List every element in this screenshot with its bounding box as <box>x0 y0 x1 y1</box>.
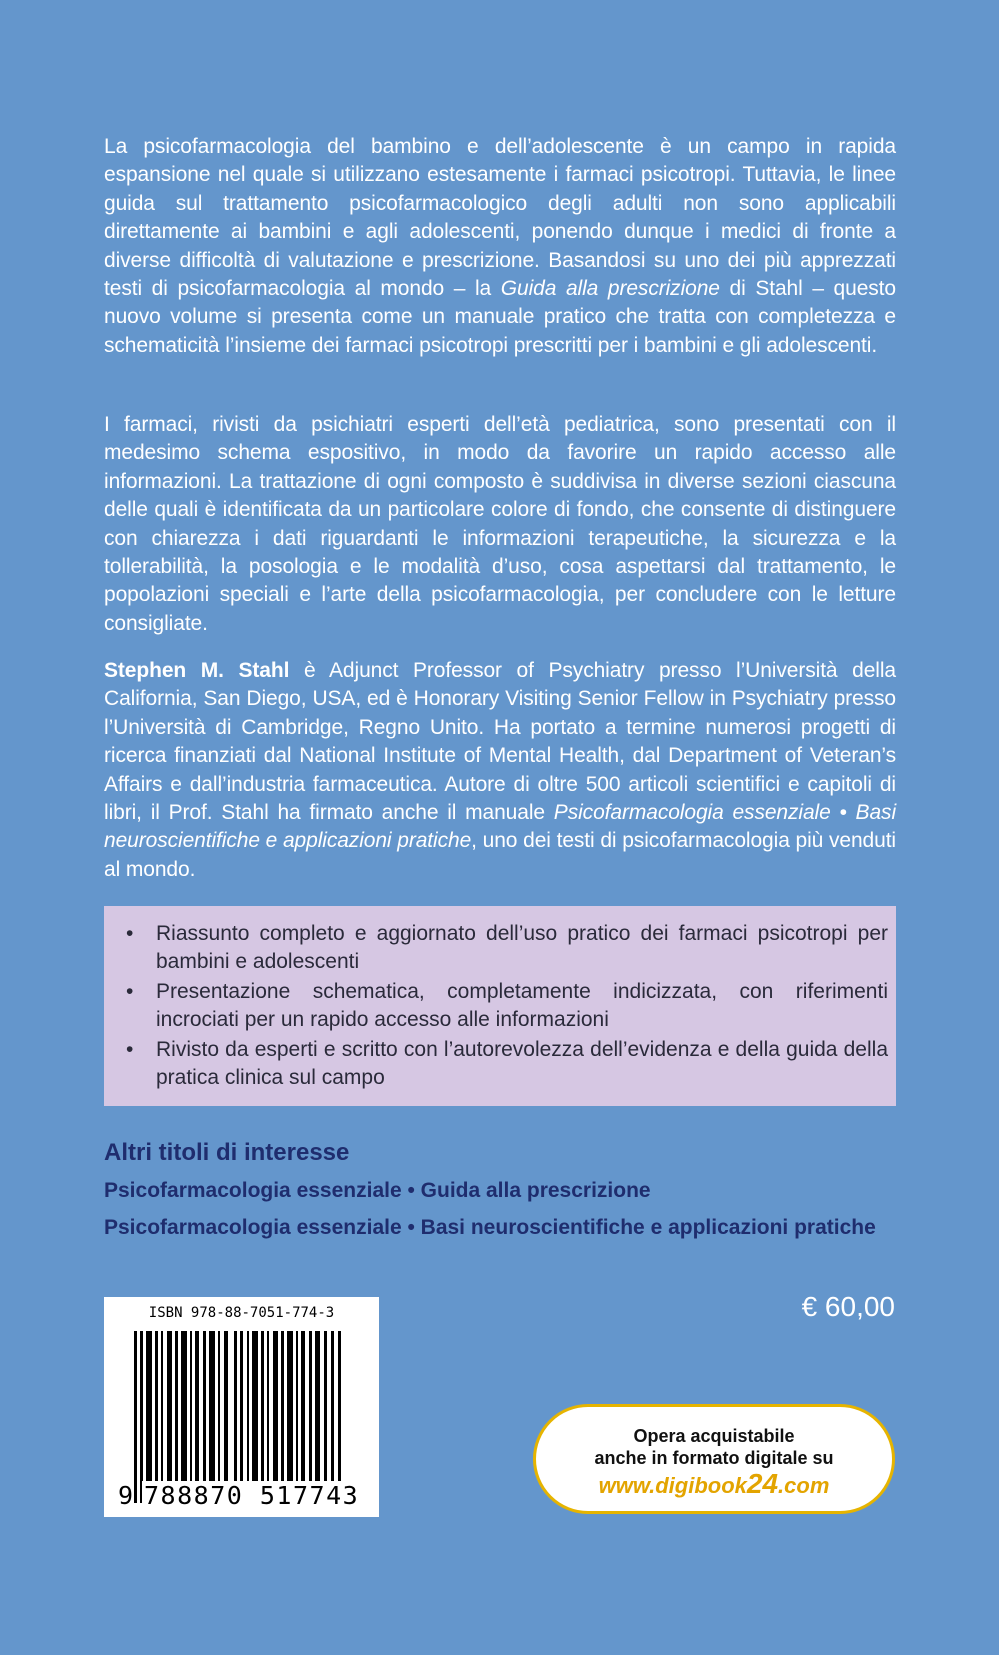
ean-digits: 788870 517743 <box>144 1481 360 1510</box>
bullet-icon: • <box>126 1037 134 1061</box>
blurb-text: La psicofarmacologia del bambino e dell’adolescente è un campo in rapida espansione nel quale si utilizzano estesamente i farmaci psicotropi. Tuttavia, le linee guida sul trattamento psicofarmacologico degli adulti non sono applicabili direttamente ai bambini e agli adolescenti, ponendo dunque i medici di fronte a diverse difficoltà di valutazione e prescrizione. Basandosi su uno dei più apprezzati testi di psicofarmacologia al mondo – la <box>104 135 896 301</box>
bullet-icon: • <box>126 979 134 1003</box>
other-titles-heading: Altri titoli di interesse <box>104 1139 350 1166</box>
feature-text: Riassunto completo e aggiornato dell’uso pratico dei farmaci psicotropi per bambini e adolescenti <box>156 922 888 974</box>
price-label: € 60,00 <box>801 1291 895 1322</box>
author-book-title: Psicofarmacologia essenziale • Basi neuroscientifiche e applicazioni pratiche <box>104 801 897 853</box>
author-bio <box>104 657 896 884</box>
feature-item <box>124 920 888 977</box>
barcode-box <box>104 1297 379 1517</box>
feature-text: Presentazione schematica, completamente indicizzata, con riferimenti incrociati per un rapido accesso alle informazioni <box>156 979 888 1032</box>
author-bio-text: , uno dei testi di psicofarmacologia più venduti al mondo. <box>104 829 896 881</box>
digibook-url-part: www.digibook <box>598 1473 747 1498</box>
digibook-url-part: .com <box>778 1473 830 1498</box>
author-bio-text: è Adjunct Professor of Psychiatry presso l’Università della California, San Diego, USA, ed è Honorary Visiting Senior Fellow in Psychiatry presso l’Università di Cambridge, Regno Unito. Ha portato a termine numerosi progetti di ricerca finanziati dal National Institute of Mental Health, dal Department of Veteran’s Affairs e dall’industria farmaceutica. Autore di oltre 500 articoli scientifici e capitoli di libri, il Prof. Stahl ha firmato anche il manuale <box>104 659 896 825</box>
digital-line-2: anche in formato digitale su <box>594 1448 834 1468</box>
ean-first-digit: 9 <box>118 1481 135 1510</box>
other-title-item: Psicofarmacologia essenziale • Guida alla prescrizione <box>104 1179 651 1202</box>
digital-edition-badge <box>533 1404 895 1514</box>
blurb-paragraph-1 <box>104 133 896 360</box>
digibook-url[interactable] <box>536 1469 892 1501</box>
feature-item <box>124 1036 888 1093</box>
feature-text: Rivisto da esperti e scritto con l’autorevolezza dell’evidenza e della guida della pratica clinica sul campo <box>156 1037 888 1090</box>
blurb-text: di Stahl – questo nuovo volume si presenta come un manuale pratico che tratta con completezza e schematicità l’insieme dei farmaci psicotropi prescritti per i bambini e gli adolescenti. <box>104 277 896 357</box>
feature-item <box>124 978 888 1035</box>
other-title-item: Psicofarmacologia essenziale • Basi neuroscientifiche e applicazioni pratiche <box>104 1216 876 1239</box>
barcode-icon <box>134 1331 349 1503</box>
features-list <box>124 920 888 1092</box>
blurb-paragraph-2: I farmaci, rivisti da psichiatri esperti dell’età pediatrica, sono presentati con il medesimo schema espositivo, in modo da favorire un rapido accesso alle informazioni. La trattazione di ogni composto è suddivisa in diverse sezioni ciascuna delle quali è identificata da un particolare colore di fondo, che consente di distinguere con chiarezza i dati riguardanti le informazioni terapeutiche, la sicurezza e la tollerabilità, la posologia e le modalità d’uso, cosa aspettarsi dal trattamento, le popolazioni speciali e l’arte della psicofarmacologia, per concludere con le letture consigliate. <box>104 413 896 635</box>
digital-line-1: Opera acquistabile <box>633 1426 795 1446</box>
author-name: Stephen M. Stahl <box>104 659 290 682</box>
digibook-url-24: 24 <box>746 1468 779 1499</box>
blurb-book-title: Guida alla prescrizione <box>500 277 720 301</box>
isbn-label: ISBN 978-88-7051-774-3 <box>148 1305 335 1321</box>
features-box <box>104 906 896 1106</box>
bullet-icon: • <box>126 922 134 945</box>
